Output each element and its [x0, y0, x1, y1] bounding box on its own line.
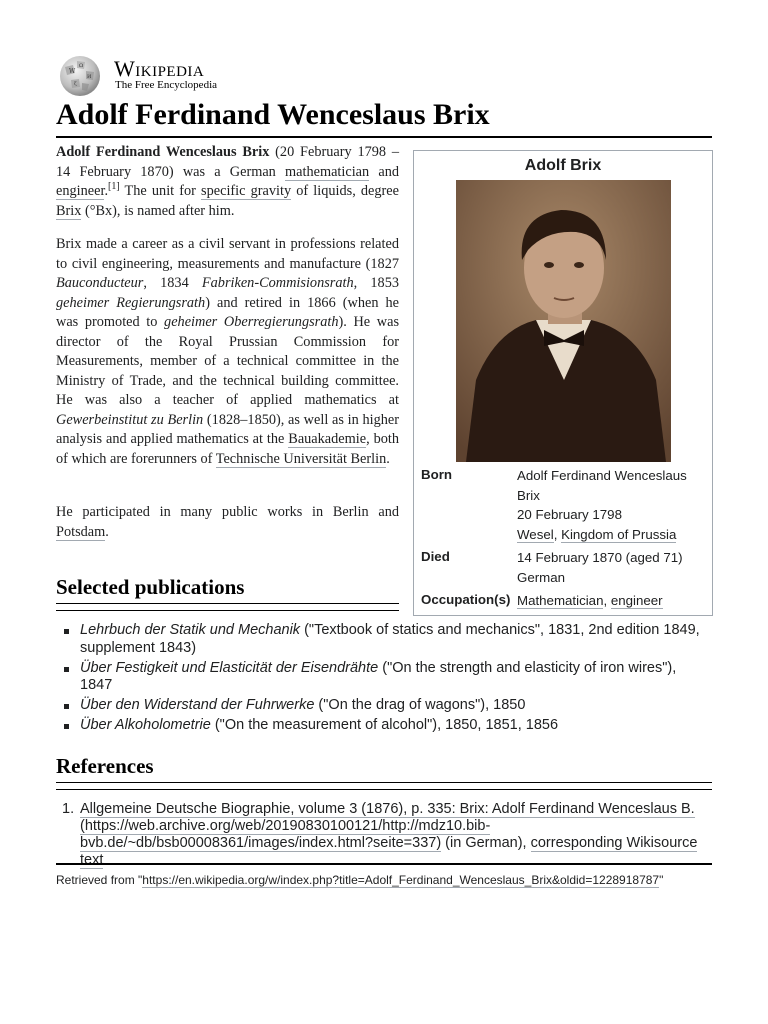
infobox	[413, 150, 713, 616]
died-date: 14 February 1870 (aged 71)	[517, 550, 683, 565]
link-engineer[interactable]: engineer	[56, 183, 105, 199]
link-bauakademie[interactable]: Bauakademie	[288, 431, 367, 447]
publication-title: Über den Widerstand der Fuhrwerke	[80, 697, 315, 713]
wordmark: Wikipedia	[114, 56, 205, 81]
bullet-icon	[64, 667, 69, 672]
occupation-value	[517, 591, 707, 611]
separator: ,	[603, 593, 611, 608]
references-divider	[56, 782, 712, 783]
link-wesel[interactable]: Wesel	[517, 526, 554, 542]
list-item	[62, 697, 712, 715]
career-text: ). He was director of the Royal Prussian Commission for Measurements, member of a technical committee in the Ministry of Trade, and the technical building committee. He was also a teacher of applied mathematics at	[56, 314, 400, 408]
svg-text:Ω: Ω	[79, 63, 84, 69]
portrait-image[interactable]	[456, 180, 671, 462]
intro-text: of liquids, degree	[291, 183, 399, 199]
institution-term: Gewerbeinstitut zu Berlin	[56, 411, 204, 428]
references-heading: References	[56, 754, 154, 778]
publication-detail: ("On the drag of wagons"), 1850	[314, 697, 526, 713]
separator: ,	[553, 526, 562, 542]
link-brix[interactable]: Brix	[56, 202, 82, 219]
link-kingdom-of-prussia[interactable]: Kingdom of Prussia	[561, 526, 677, 542]
retrieved-from	[56, 873, 663, 887]
retrieved-prefix: Retrieved from "	[56, 873, 143, 887]
born-name: Adolf Ferdinand Wenceslaus Brix	[517, 468, 687, 503]
link-mathematician[interactable]: mathematician	[285, 163, 370, 180]
career-text: Brix made a career as a civil servant in professions related to civil engineering, measurements and manufacture (1827	[56, 236, 399, 272]
link-specific-gravity[interactable]: specific gravity	[201, 183, 292, 199]
died-value	[517, 548, 707, 587]
born-place	[517, 525, 707, 545]
footer-divider	[56, 863, 712, 865]
bullet-icon	[64, 724, 69, 729]
works-text: .	[105, 523, 109, 540]
reference-item	[80, 801, 712, 869]
list-item	[62, 717, 712, 735]
died-nationality: German	[517, 569, 566, 585]
tagline: The Free Encyclopedia	[115, 79, 218, 91]
title-term: geheimer Regierungsrath	[56, 294, 206, 311]
link-adb-source[interactable]: Allgemeine Deutsche Biographie, volume 3 (1876), p. 335: Brix: Adolf Ferdinand Wenceslaus B. (https://web.archive.org/web/20190830100121/http://mdz10.bib-bvb.de/~db/bsb00008361/images/index.html?seite=337)	[80, 801, 695, 851]
title-term: Bauconducteur	[56, 275, 144, 291]
reference-number: 1.	[62, 801, 75, 817]
svg-text:ζ: ζ	[74, 81, 77, 87]
retrieved-suffix: "	[659, 873, 664, 887]
born-label: Born	[421, 467, 453, 482]
link-engineer-occupation[interactable]: engineer	[610, 593, 663, 608]
career-text: , both of which are forerunners of	[56, 431, 399, 467]
career-text: .	[386, 450, 390, 467]
intro-text: .	[104, 183, 109, 199]
intro-paragraph	[56, 143, 399, 221]
publication-detail: ("Textbook of statics and mechanics", 1831, 2nd edition 1849, supplement 1843)	[80, 622, 700, 656]
works-text: He participated in many public works in Berlin and	[56, 504, 399, 520]
subject-name: Adolf Ferdinand Wenceslaus Brix	[56, 144, 270, 160]
born-date: 20 February 1798	[517, 507, 622, 522]
publications-divider	[56, 610, 399, 611]
bullet-icon	[64, 629, 69, 634]
publication-detail: ("On the measurement of alcohol"), 1850, 1851, 1856	[210, 717, 559, 733]
publication-title: Über Festigkeit und Elasticität der Eisendrähte	[80, 659, 379, 676]
publications-divider	[56, 603, 399, 604]
page-title: Adolf Ferdinand Wenceslaus Brix	[56, 98, 490, 131]
bullet-icon	[64, 704, 69, 709]
died-label: Died	[421, 549, 450, 564]
permanent-link[interactable]: https://en.wikipedia.org/w/index.php?title=Adolf_Ferdinand_Wenceslaus_Brix&oldid=1228918787	[142, 873, 660, 887]
link-tu-berlin[interactable]: Technische Universität Berlin	[215, 450, 387, 467]
link-potsdam[interactable]: Potsdam	[56, 523, 106, 540]
career-text: , 1834	[143, 275, 202, 291]
references-divider	[56, 789, 712, 790]
list-item	[62, 622, 712, 657]
svg-text:И: И	[87, 74, 92, 80]
publications-list	[62, 622, 712, 737]
intro-text: (°Bx), is named after him.	[81, 202, 235, 219]
wikipedia-logo[interactable]	[55, 53, 255, 97]
wikipedia-globe-icon	[55, 53, 105, 97]
title-term: geheimer Oberregierungsrath	[164, 314, 339, 330]
career-text: (1828–1850), as well as in higher analysis and applied mathematics at the	[56, 411, 399, 447]
portrait-photo-icon	[456, 180, 671, 462]
svg-text:W: W	[69, 68, 76, 75]
career-text: ) and retired in 1866 (when he was promoted to	[56, 294, 399, 330]
title-term: Fabriken-Commisionsrath	[201, 275, 354, 291]
works-paragraph	[56, 503, 399, 542]
born-value	[517, 466, 707, 544]
publication-title: Über Alkoholometrie	[80, 717, 211, 733]
infobox-title: Adolf Brix	[524, 157, 602, 174]
list-item	[62, 660, 712, 695]
career-text: , 1853	[353, 275, 399, 291]
title-divider	[56, 136, 712, 138]
citation-1-link[interactable]: [1]	[108, 181, 120, 193]
intro-text: and	[369, 163, 400, 180]
intro-text: The unit for	[119, 183, 202, 199]
publication-detail: ("On the strength and elasticity of iron wires"), 1847	[80, 659, 677, 693]
reference-language: (in German),	[441, 835, 531, 851]
intro-text: (20 February 1798 – 14 February 1870) was a German	[56, 144, 399, 180]
publications-heading: Selected publications	[56, 575, 245, 599]
references-list	[62, 801, 712, 869]
career-paragraph	[56, 235, 399, 469]
link-mathematician-occupation[interactable]: Mathematician	[517, 593, 604, 608]
occupation-label: Occupation(s)	[421, 592, 511, 607]
publication-title: Lehrbuch der Statik und Mechanik	[80, 622, 301, 638]
link-wikisource[interactable]: corresponding Wikisource text	[80, 835, 698, 868]
